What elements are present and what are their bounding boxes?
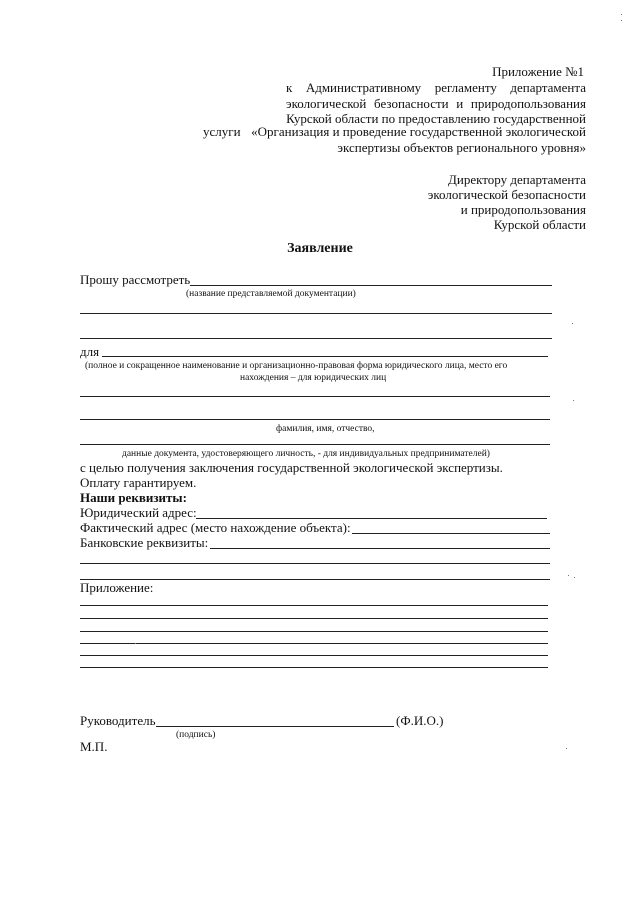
addressee-line-4: Курской области — [493, 217, 586, 232]
entity-hint-line-1: (полное и сокращенное наименование и организационно-правовая форма юридического лица, место его — [85, 361, 508, 371]
bank-details-line-2[interactable] — [80, 563, 550, 564]
fio-line[interactable] — [80, 419, 550, 420]
attachment-line-5[interactable] — [80, 655, 548, 656]
fio-hint: фамилия, имя, отчество, — [276, 424, 375, 434]
regulation-ref-line-4: «Организация и проведение государственной экологической — [251, 124, 586, 139]
for-label: для — [80, 344, 100, 359]
legal-address-label: Юридический адрес: — [80, 505, 197, 520]
attachment-line-2[interactable] — [80, 618, 548, 619]
scan-speck — [566, 748, 567, 749]
attachment-line-4[interactable] — [80, 643, 548, 644]
regulation-ref-line-3: Курской области по предоставлению государственной — [286, 111, 586, 126]
request-line-2[interactable] — [80, 313, 552, 314]
bank-details-field[interactable] — [210, 548, 550, 549]
attachments-label: Приложение: — [80, 580, 154, 595]
regulation-ref-line-2: экологической безопасности и природопользования — [286, 96, 586, 111]
document-title: Заявление — [287, 241, 353, 256]
addressee-line-2: экологической безопасности — [427, 187, 586, 202]
entity-line[interactable] — [102, 356, 548, 357]
scan-speck — [621, 14, 622, 15]
stamp-label: М.П. — [80, 739, 108, 754]
fio-label: (Ф.И.О.) — [396, 713, 444, 728]
attachment-line-3[interactable] — [80, 631, 548, 632]
attachment-line-6[interactable] — [80, 667, 548, 668]
actual-address-label: Фактический адрес (место нахождение объекта): — [80, 520, 351, 535]
id-document-hint: данные документа, удостоверяющего личность, - для индивидуальных предпринимателей) — [122, 449, 490, 459]
signature-hint: (подпись) — [176, 730, 216, 740]
scan-speck — [574, 577, 575, 578]
requisites-heading: Наши реквизиты: — [80, 490, 187, 505]
request-line-3[interactable] — [80, 338, 552, 339]
addressee-line-3: и природопользования — [460, 202, 586, 217]
scan-speck — [621, 20, 622, 21]
entity-line-2[interactable] — [80, 396, 550, 397]
scan-speck — [568, 575, 569, 576]
scan-speck — [135, 643, 136, 644]
head-label: Руководитель — [80, 713, 156, 728]
id-document-line[interactable] — [80, 444, 550, 445]
scan-speck — [572, 323, 573, 324]
payment-text: Оплату гарантируем. — [80, 475, 197, 490]
addressee-line-1: Директору департамента — [448, 172, 586, 187]
request-label: Прошу рассмотреть — [80, 272, 191, 287]
entity-hint-line-2: нахождения – для юридических лиц — [240, 373, 387, 383]
regulation-ref-line-5: экспертизы объектов регионального уровня» — [337, 140, 586, 155]
attachment-line-1[interactable] — [80, 605, 548, 606]
regulation-ref-line-1: к Административному регламенту департамента — [286, 80, 586, 95]
legal-address-field[interactable] — [196, 518, 547, 519]
appendix-number: Приложение №1 — [492, 64, 584, 79]
request-hint: (название представляемой документации) — [186, 289, 356, 299]
regulation-ref-line-4-left: услуги — [203, 124, 241, 139]
signature-line[interactable] — [156, 726, 394, 727]
scan-speck — [573, 400, 574, 401]
bank-details-label: Банковские реквизиты: — [80, 535, 209, 550]
purpose-text: с целью получения заключения государственной экологической экспертизы. — [80, 460, 503, 475]
request-line[interactable] — [190, 285, 552, 286]
actual-address-field[interactable] — [352, 533, 550, 534]
